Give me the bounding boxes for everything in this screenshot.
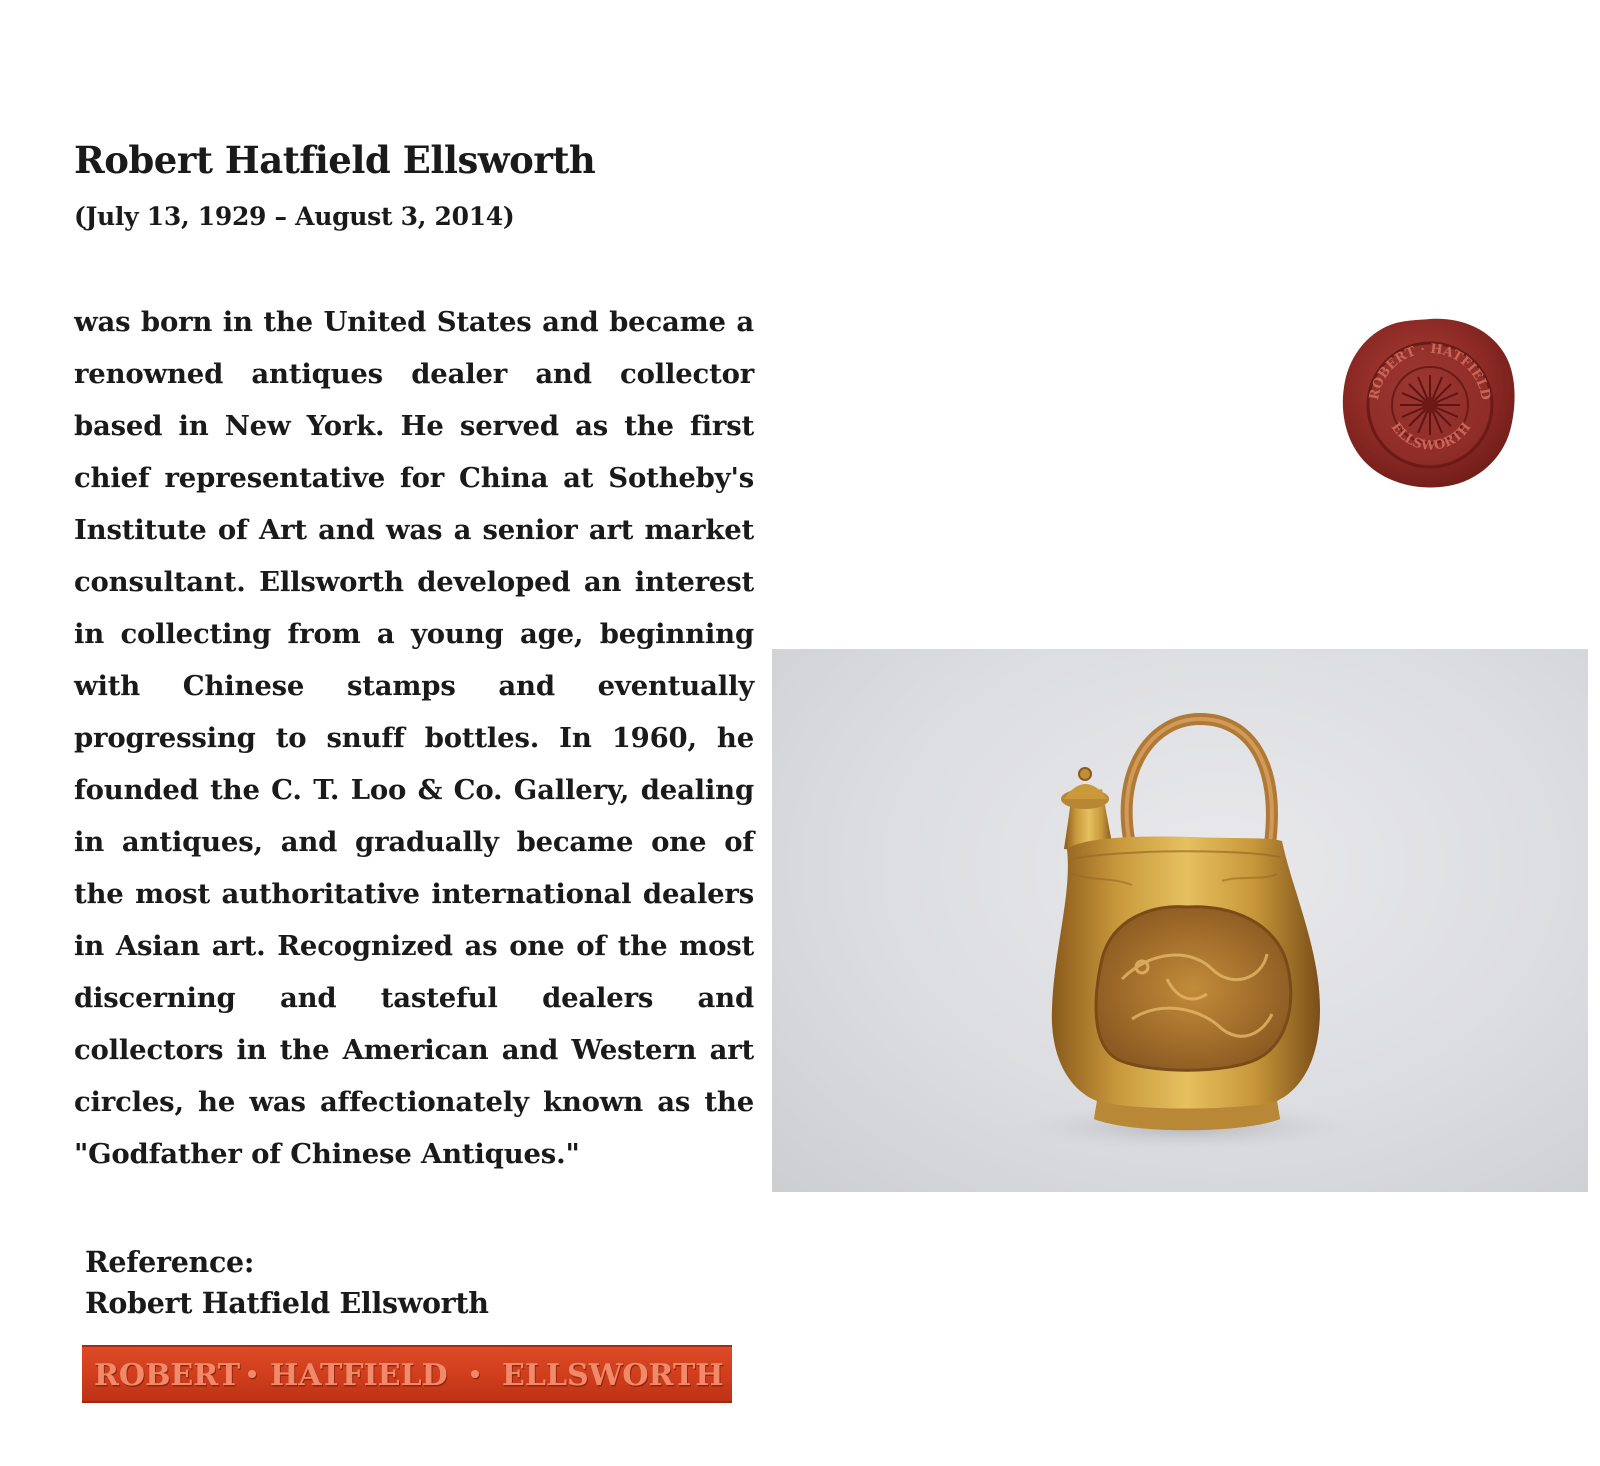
- stamp-strip-graphic: [82, 1347, 732, 1401]
- stamp-word-1: ROBERT: [94, 1358, 241, 1393]
- biography-text: was born in the United States and became a renowned antiques dealer and collector based in New York. He served as the first chief representative for China at Sotheby's Institute of Art and was a senior art market consultant. Ellsworth developed an interest in collecting from a young age, beginning with Chinese stamps and eventually progressing to snuff bottles. In 1960, he founded the C. T. Loo & Co. Gallery, dealing in antiques, and gradually became one of the most authoritative international dealers in Asian art. Recognized as one of the most discerning and tasteful dealers and collectors in the American and Western art circles, he was affectionately known as the "Godfather of Chinese Antiques.": [74, 306, 754, 1170]
- stamp-dot-2: [471, 1370, 479, 1378]
- ewer-photo: [772, 649, 1588, 1192]
- page-title: Robert Hatfield Ellsworth: [74, 138, 596, 182]
- stamp-word-3: ELLSWORTH: [502, 1358, 724, 1393]
- gilt-ewer-icon: [772, 649, 1588, 1192]
- seal-text-bottom-path: ELLSWORTH: [1387, 420, 1475, 454]
- stamp-word-2: HATFIELD: [270, 1358, 448, 1393]
- reference-label: Reference:: [85, 1245, 255, 1279]
- life-dates: (July 13, 1929 – August 3, 2014): [74, 202, 515, 231]
- name-stamp-strip: [82, 1345, 732, 1403]
- wax-seal-graphic: [1338, 313, 1520, 491]
- seal-text-top-path: ROBERT · HATFIELD: [1367, 341, 1493, 402]
- reference-name: Robert Hatfield Ellsworth: [85, 1286, 489, 1320]
- stamp-dot-1: [248, 1370, 256, 1378]
- wax-seal: [1338, 313, 1520, 491]
